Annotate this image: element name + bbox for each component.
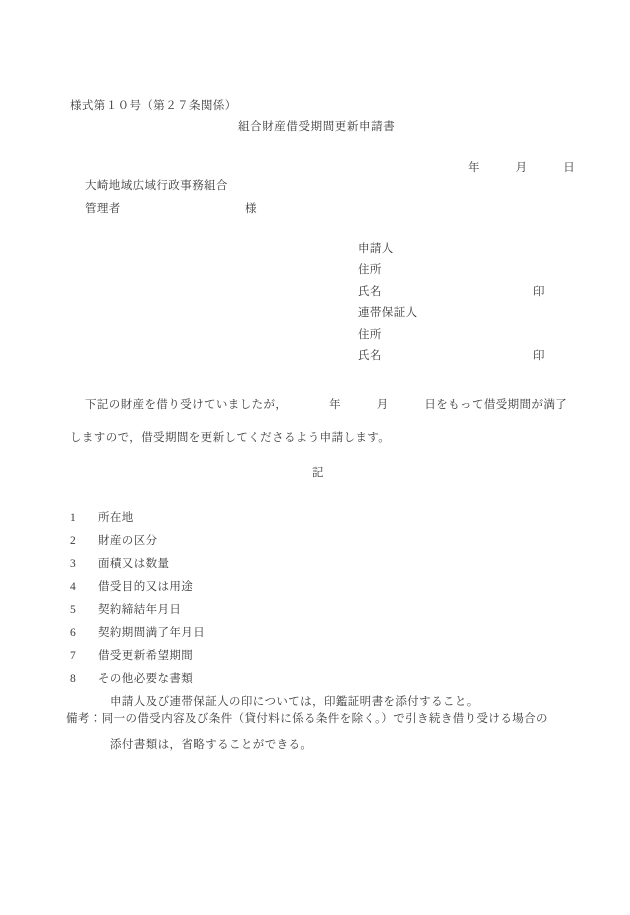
- list-item-number: 4: [70, 581, 77, 593]
- list-item-number: 7: [70, 650, 77, 662]
- guarantor-name-label: 氏名: [358, 350, 382, 362]
- list-item-number: 2: [70, 535, 77, 547]
- remarks-line-2: 添付書類は，省略することができる。: [110, 739, 313, 751]
- body-paragraph-line-1: 下記の財産を借り受けていましたが， 年 月 日をもって借受期間が満了: [85, 399, 568, 411]
- list-item: [70, 535, 158, 559]
- applicant-name-label: 氏名: [358, 286, 382, 298]
- list-item-label: 面積又は数量: [98, 558, 170, 570]
- guarantor-address-label: 住所: [358, 329, 382, 341]
- list-item-label: 契約期間満了年月日: [98, 627, 206, 639]
- list-item-label: 所在地: [98, 512, 134, 524]
- remarks-line-1: 備考：同一の借受内容及び条件（貸付料に係る条件を除く。）で引き続き借り受ける場合の: [66, 713, 548, 725]
- list-item-label: その他必要な書類: [98, 673, 194, 685]
- list-item: [70, 581, 194, 605]
- addressee-honorific: 様: [245, 203, 257, 215]
- guarantor-seal-marker: 印: [533, 350, 545, 362]
- list-item-sub-note: 申請人及び連帯保証人の印については，印鑑証明書を添付すること。: [110, 696, 479, 708]
- applicant-seal-marker: 印: [533, 286, 545, 298]
- list-item: [70, 627, 206, 651]
- list-item: [70, 512, 134, 536]
- list-item-label: 契約締結年月日: [98, 604, 182, 616]
- addressee-organization: 大崎地域広域行政事務組合: [85, 180, 228, 192]
- list-item-number: 6: [70, 627, 77, 639]
- list-item: [70, 604, 182, 628]
- list-item-label: 財産の区分: [98, 535, 158, 547]
- list-item: [70, 673, 194, 697]
- list-item: [70, 650, 194, 674]
- addressee-role: 管理者: [85, 203, 121, 215]
- form-number: 様式第１０号（第２７条関係）: [70, 100, 237, 112]
- list-item-number: 1: [70, 512, 77, 524]
- list-item: [70, 558, 170, 582]
- body-paragraph-line-2: しますので，借受期間を更新してくださるよう申請します。: [70, 432, 391, 444]
- page-title: 組合財産借受期間更新申請書: [238, 121, 396, 133]
- applicant-address-label: 住所: [358, 264, 382, 276]
- guarantor-heading: 連帯保証人: [358, 307, 418, 319]
- list-item-label: 借受更新希望期間: [98, 650, 194, 662]
- list-item-number: 8: [70, 673, 77, 685]
- applicant-heading: 申請人: [358, 243, 394, 255]
- list-item-label: 借受目的又は用途: [98, 581, 194, 593]
- date-header-field: 年 月 日: [468, 162, 576, 174]
- required-items-list: [70, 512, 479, 720]
- record-marker: 記: [312, 467, 324, 479]
- list-item-number: 5: [70, 604, 77, 616]
- list-item-number: 3: [70, 558, 77, 570]
